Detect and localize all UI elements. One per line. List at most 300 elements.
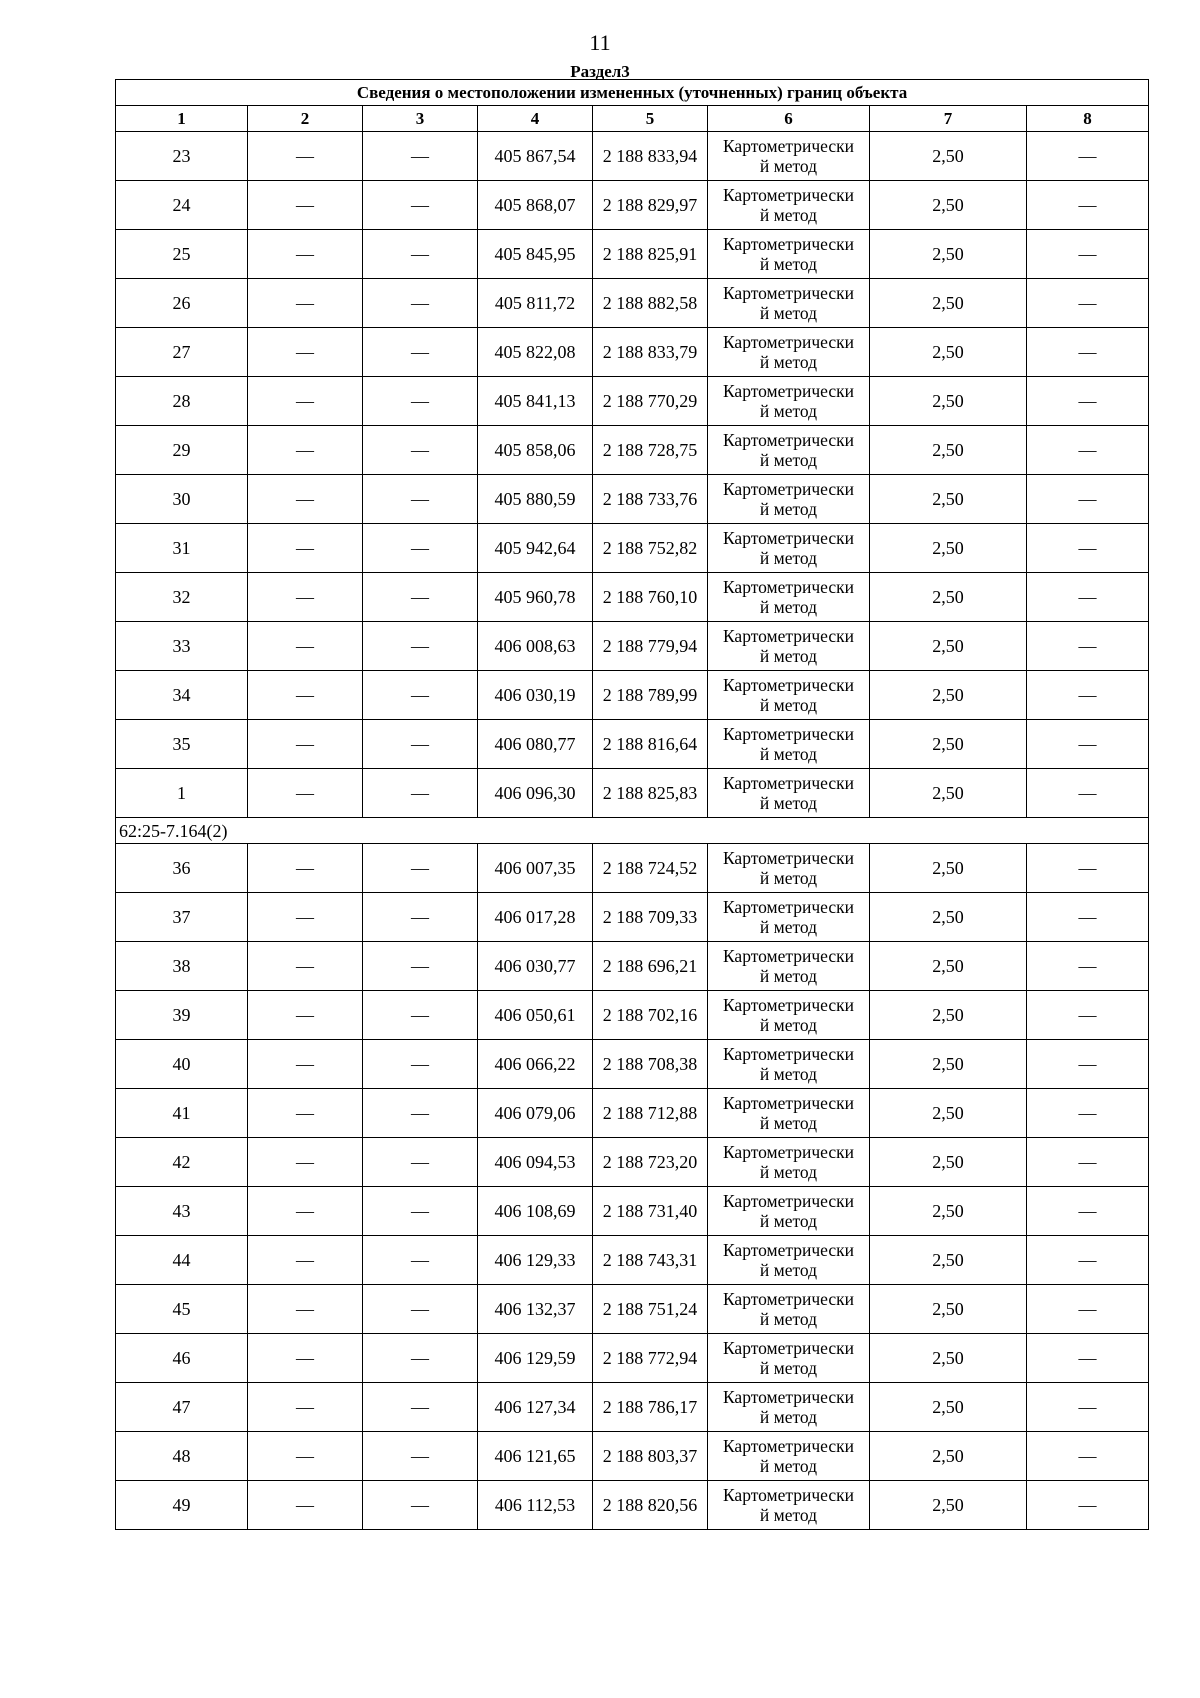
col2-value: — (248, 279, 363, 328)
accuracy-value: 2,50 (870, 991, 1027, 1040)
method-cell (708, 1383, 870, 1432)
method-cell (708, 132, 870, 181)
section-title: Раздел3 (570, 62, 630, 81)
x-coordinate: 406 121,65 (478, 1432, 593, 1481)
table-row (116, 181, 1149, 230)
x-coordinate: 406 108,69 (478, 1187, 593, 1236)
table-row (116, 720, 1149, 769)
table-row (116, 1187, 1149, 1236)
col2-value: — (248, 475, 363, 524)
y-coordinate: 2 188 760,10 (593, 573, 708, 622)
method-text-line: Картометрически (722, 430, 855, 450)
point-number: 26 (116, 279, 248, 328)
method-cell (708, 991, 870, 1040)
point-number: 28 (116, 377, 248, 426)
col8-value: — (1027, 524, 1149, 573)
point-number: 47 (116, 1383, 248, 1432)
method-cell (708, 230, 870, 279)
x-coordinate: 406 008,63 (478, 622, 593, 671)
table-row (116, 132, 1149, 181)
accuracy-value: 2,50 (870, 426, 1027, 475)
method-cell (708, 720, 870, 769)
accuracy-value: 2,50 (870, 844, 1027, 893)
col8-value: — (1027, 279, 1149, 328)
method-text-line: Картометрически (722, 577, 855, 597)
col8-value: — (1027, 769, 1149, 818)
method-text-line: й метод (759, 597, 818, 617)
y-coordinate: 2 188 751,24 (593, 1285, 708, 1334)
col2-value: — (248, 1187, 363, 1236)
col8-value: — (1027, 942, 1149, 991)
point-number: 34 (116, 671, 248, 720)
col8-value: — (1027, 328, 1149, 377)
col8-value: — (1027, 1089, 1149, 1138)
x-coordinate: 405 841,13 (478, 377, 593, 426)
col8-value: — (1027, 1138, 1149, 1187)
col8-value: — (1027, 377, 1149, 426)
y-coordinate: 2 188 772,94 (593, 1334, 708, 1383)
method-cell (708, 279, 870, 328)
point-number: 30 (116, 475, 248, 524)
col8-value: — (1027, 573, 1149, 622)
y-coordinate: 2 188 724,52 (593, 844, 708, 893)
col8-value: — (1027, 230, 1149, 279)
x-coordinate: 405 960,78 (478, 573, 593, 622)
col8-value: — (1027, 426, 1149, 475)
col3-value: — (363, 328, 478, 377)
table-row (116, 328, 1149, 377)
point-number: 41 (116, 1089, 248, 1138)
method-text-line: й метод (759, 868, 818, 888)
y-coordinate: 2 188 708,38 (593, 1040, 708, 1089)
col8-value: — (1027, 1481, 1149, 1530)
accuracy-value: 2,50 (870, 524, 1027, 573)
method-text-line: Картометрически (722, 332, 855, 352)
col2-value: — (248, 1334, 363, 1383)
method-text-line: Картометрически (722, 185, 855, 205)
point-number: 42 (116, 1138, 248, 1187)
y-coordinate: 2 188 833,94 (593, 132, 708, 181)
method-text-line: й метод (759, 499, 818, 519)
table-row (116, 942, 1149, 991)
point-number: 49 (116, 1481, 248, 1530)
method-cell (708, 671, 870, 720)
method-cell (708, 573, 870, 622)
point-number: 37 (116, 893, 248, 942)
accuracy-value: 2,50 (870, 1187, 1027, 1236)
y-coordinate: 2 188 723,20 (593, 1138, 708, 1187)
table-row (116, 622, 1149, 671)
method-cell (708, 181, 870, 230)
x-coordinate: 406 066,22 (478, 1040, 593, 1089)
col3-value: — (363, 1187, 478, 1236)
point-number: 24 (116, 181, 248, 230)
col3-value: — (363, 426, 478, 475)
col8-value: — (1027, 991, 1149, 1040)
method-text-line: Картометрически (722, 848, 855, 868)
method-cell (708, 844, 870, 893)
y-coordinate: 2 188 702,16 (593, 991, 708, 1040)
method-text-line: Картометрически (722, 479, 855, 499)
table-row (116, 844, 1149, 893)
col8-value: — (1027, 132, 1149, 181)
method-cell (708, 1481, 870, 1530)
method-text-line: й метод (759, 1260, 818, 1280)
table-row (116, 1481, 1149, 1530)
column-number-row (116, 106, 1149, 132)
col2-value: — (248, 132, 363, 181)
accuracy-value: 2,50 (870, 1481, 1027, 1530)
table-row (116, 426, 1149, 475)
method-cell (708, 1432, 870, 1481)
x-coordinate: 405 867,54 (478, 132, 593, 181)
x-coordinate: 406 096,30 (478, 769, 593, 818)
col8-value: — (1027, 1187, 1149, 1236)
col3-value: — (363, 1089, 478, 1138)
page-number: 11 (589, 30, 611, 55)
x-coordinate: 406 129,33 (478, 1236, 593, 1285)
col2-value: — (248, 893, 363, 942)
method-text-line: Картометрически (722, 136, 855, 156)
method-cell (708, 1138, 870, 1187)
method-text-line: й метод (759, 1358, 818, 1378)
x-coordinate: 405 868,07 (478, 181, 593, 230)
point-number: 48 (116, 1432, 248, 1481)
col3-value: — (363, 1285, 478, 1334)
method-text-line: Картометрически (722, 1142, 855, 1162)
table-row (116, 1089, 1149, 1138)
col3-value: — (363, 769, 478, 818)
x-coordinate: 406 017,28 (478, 893, 593, 942)
col3-value: — (363, 671, 478, 720)
method-text-line: Картометрически (722, 1044, 855, 1064)
y-coordinate: 2 188 770,29 (593, 377, 708, 426)
col3-value: — (363, 720, 478, 769)
col2-value: — (248, 1138, 363, 1187)
method-text-line: й метод (759, 205, 818, 225)
col2-value: — (248, 671, 363, 720)
col8-value: — (1027, 1432, 1149, 1481)
col3-value: — (363, 991, 478, 1040)
col3-value: — (363, 1138, 478, 1187)
accuracy-value: 2,50 (870, 1334, 1027, 1383)
method-text-line: й метод (759, 156, 818, 176)
table-row (116, 991, 1149, 1040)
table-row (116, 1432, 1149, 1481)
accuracy-value: 2,50 (870, 230, 1027, 279)
column-number: 7 (870, 106, 1027, 132)
method-cell (708, 1089, 870, 1138)
column-number: 6 (708, 106, 870, 132)
col2-value: — (248, 1040, 363, 1089)
y-coordinate: 2 188 825,83 (593, 769, 708, 818)
y-coordinate: 2 188 882,58 (593, 279, 708, 328)
method-text-line: Картометрически (722, 1485, 855, 1505)
point-number: 39 (116, 991, 248, 1040)
method-cell (708, 524, 870, 573)
x-coordinate: 406 030,19 (478, 671, 593, 720)
method-text-line: й метод (759, 793, 818, 813)
table-row (116, 1138, 1149, 1187)
point-number: 1 (116, 769, 248, 818)
y-coordinate: 2 188 829,97 (593, 181, 708, 230)
col2-value: — (248, 1383, 363, 1432)
y-coordinate: 2 188 825,91 (593, 230, 708, 279)
point-number: 38 (116, 942, 248, 991)
method-text-line: Картометрически (722, 234, 855, 254)
method-text-line: й метод (759, 1113, 818, 1133)
table-row (116, 769, 1149, 818)
table-row (116, 573, 1149, 622)
col2-value: — (248, 991, 363, 1040)
col2-value: — (248, 844, 363, 893)
col8-value: — (1027, 475, 1149, 524)
method-text-line: Картометрически (722, 1240, 855, 1260)
method-text-line: й метод (759, 646, 818, 666)
column-number: 2 (248, 106, 363, 132)
method-text-line: й метод (759, 303, 818, 323)
y-coordinate: 2 188 731,40 (593, 1187, 708, 1236)
y-coordinate: 2 188 728,75 (593, 426, 708, 475)
accuracy-value: 2,50 (870, 622, 1027, 671)
point-number: 32 (116, 573, 248, 622)
x-coordinate: 406 007,35 (478, 844, 593, 893)
accuracy-value: 2,50 (870, 1040, 1027, 1089)
col8-value: — (1027, 720, 1149, 769)
method-text-line: Картометрически (722, 1387, 855, 1407)
accuracy-value: 2,50 (870, 720, 1027, 769)
method-text-line: й метод (759, 352, 818, 372)
col3-value: — (363, 622, 478, 671)
col2-value: — (248, 1236, 363, 1285)
y-coordinate: 2 188 833,79 (593, 328, 708, 377)
y-coordinate: 2 188 743,31 (593, 1236, 708, 1285)
col8-value: — (1027, 181, 1149, 230)
method-text-line: Картометрически (722, 1338, 855, 1358)
accuracy-value: 2,50 (870, 1432, 1027, 1481)
col3-value: — (363, 1236, 478, 1285)
col3-value: — (363, 475, 478, 524)
x-coordinate: 406 050,61 (478, 991, 593, 1040)
y-coordinate: 2 188 733,76 (593, 475, 708, 524)
method-cell (708, 1334, 870, 1383)
y-coordinate: 2 188 709,33 (593, 893, 708, 942)
table-row (116, 893, 1149, 942)
point-number: 46 (116, 1334, 248, 1383)
accuracy-value: 2,50 (870, 893, 1027, 942)
method-text-line: й метод (759, 1015, 818, 1035)
point-number: 27 (116, 328, 248, 377)
y-coordinate: 2 188 786,17 (593, 1383, 708, 1432)
point-number: 36 (116, 844, 248, 893)
y-coordinate: 2 188 712,88 (593, 1089, 708, 1138)
method-text-line: й метод (759, 401, 818, 421)
method-text-line: Картометрически (722, 1289, 855, 1309)
col8-value: — (1027, 1383, 1149, 1432)
y-coordinate: 2 188 803,37 (593, 1432, 708, 1481)
point-number: 35 (116, 720, 248, 769)
method-text-line: Картометрически (722, 897, 855, 917)
method-text-line: Картометрически (722, 724, 855, 744)
accuracy-value: 2,50 (870, 1383, 1027, 1432)
method-cell (708, 475, 870, 524)
table-row (116, 1334, 1149, 1383)
method-text-line: й метод (759, 966, 818, 986)
point-number: 43 (116, 1187, 248, 1236)
method-text-line: Картометрически (722, 626, 855, 646)
col2-value: — (248, 426, 363, 475)
method-text-line: Картометрически (722, 1436, 855, 1456)
col3-value: — (363, 1432, 478, 1481)
method-cell (708, 377, 870, 426)
y-coordinate: 2 188 789,99 (593, 671, 708, 720)
col8-value: — (1027, 622, 1149, 671)
col2-value: — (248, 942, 363, 991)
method-text-line: й метод (759, 1456, 818, 1476)
x-coordinate: 406 129,59 (478, 1334, 593, 1383)
method-text-line: Картометрически (722, 773, 855, 793)
x-coordinate: 406 030,77 (478, 942, 593, 991)
x-coordinate: 405 942,64 (478, 524, 593, 573)
col2-value: — (248, 328, 363, 377)
col2-value: — (248, 230, 363, 279)
y-coordinate: 2 188 752,82 (593, 524, 708, 573)
method-text-line: й метод (759, 1505, 818, 1525)
col2-value: — (248, 1481, 363, 1530)
point-number: 33 (116, 622, 248, 671)
accuracy-value: 2,50 (870, 573, 1027, 622)
accuracy-value: 2,50 (870, 1236, 1027, 1285)
method-cell (708, 426, 870, 475)
y-coordinate: 2 188 696,21 (593, 942, 708, 991)
col2-value: — (248, 377, 363, 426)
accuracy-value: 2,50 (870, 328, 1027, 377)
col3-value: — (363, 230, 478, 279)
x-coordinate: 406 094,53 (478, 1138, 593, 1187)
method-cell (708, 1236, 870, 1285)
method-cell (708, 942, 870, 991)
method-cell (708, 1187, 870, 1236)
method-text-line: й метод (759, 1211, 818, 1231)
col3-value: — (363, 132, 478, 181)
method-text-line: й метод (759, 1309, 818, 1329)
method-text-line: й метод (759, 695, 818, 715)
table-row (116, 1285, 1149, 1334)
method-text-line: Картометрически (722, 528, 855, 548)
table-row (116, 1040, 1149, 1089)
col3-value: — (363, 1040, 478, 1089)
accuracy-value: 2,50 (870, 942, 1027, 991)
table-row (116, 475, 1149, 524)
column-number: 4 (478, 106, 593, 132)
method-text-line: Картометрически (722, 1191, 855, 1211)
method-text-line: Картометрически (722, 283, 855, 303)
col3-value: — (363, 1334, 478, 1383)
col3-value: — (363, 279, 478, 328)
col3-value: — (363, 181, 478, 230)
col8-value: — (1027, 671, 1149, 720)
col2-value: — (248, 720, 363, 769)
boundary-points-table (115, 79, 1149, 1530)
col8-value: — (1027, 844, 1149, 893)
method-cell (708, 769, 870, 818)
accuracy-value: 2,50 (870, 1285, 1027, 1334)
col3-value: — (363, 573, 478, 622)
subheading-row (116, 818, 1149, 844)
point-number: 25 (116, 230, 248, 279)
x-coordinate: 405 858,06 (478, 426, 593, 475)
x-coordinate: 405 822,08 (478, 328, 593, 377)
accuracy-value: 2,50 (870, 671, 1027, 720)
x-coordinate: 406 127,34 (478, 1383, 593, 1432)
accuracy-value: 2,50 (870, 279, 1027, 328)
col8-value: — (1027, 1285, 1149, 1334)
point-number: 29 (116, 426, 248, 475)
table-caption: Сведения о местоположении измененных (уточненных) границ объекта (116, 80, 1149, 106)
col3-value: — (363, 377, 478, 426)
column-number: 8 (1027, 106, 1149, 132)
x-coordinate: 406 079,06 (478, 1089, 593, 1138)
accuracy-value: 2,50 (870, 1089, 1027, 1138)
table-row (116, 279, 1149, 328)
x-coordinate: 406 080,77 (478, 720, 593, 769)
col8-value: — (1027, 893, 1149, 942)
col3-value: — (363, 893, 478, 942)
table-row (116, 524, 1149, 573)
x-coordinate: 405 811,72 (478, 279, 593, 328)
col3-value: — (363, 1481, 478, 1530)
method-text-line: й метод (759, 254, 818, 274)
x-coordinate: 406 112,53 (478, 1481, 593, 1530)
method-text-line: Картометрически (722, 1093, 855, 1113)
accuracy-value: 2,50 (870, 132, 1027, 181)
col2-value: — (248, 573, 363, 622)
x-coordinate: 406 132,37 (478, 1285, 593, 1334)
table-row (116, 377, 1149, 426)
col3-value: — (363, 1383, 478, 1432)
col2-value: — (248, 1432, 363, 1481)
accuracy-value: 2,50 (870, 181, 1027, 230)
col8-value: — (1027, 1334, 1149, 1383)
method-text-line: Картометрически (722, 675, 855, 695)
x-coordinate: 405 880,59 (478, 475, 593, 524)
point-number: 45 (116, 1285, 248, 1334)
method-text-line: й метод (759, 1064, 818, 1084)
x-coordinate: 405 845,95 (478, 230, 593, 279)
col8-value: — (1027, 1040, 1149, 1089)
col3-value: — (363, 524, 478, 573)
method-cell (708, 893, 870, 942)
col3-value: — (363, 942, 478, 991)
col8-value: — (1027, 1236, 1149, 1285)
method-text-line: й метод (759, 917, 818, 937)
point-number: 44 (116, 1236, 248, 1285)
table-row (116, 1236, 1149, 1285)
col3-value: — (363, 844, 478, 893)
parcel-subheading: 62:25-7.164(2) (116, 818, 1149, 844)
method-text-line: й метод (759, 744, 818, 764)
col2-value: — (248, 769, 363, 818)
table-row (116, 230, 1149, 279)
accuracy-value: 2,50 (870, 1138, 1027, 1187)
col2-value: — (248, 1089, 363, 1138)
method-cell (708, 1040, 870, 1089)
column-number: 1 (116, 106, 248, 132)
table-row (116, 1383, 1149, 1432)
method-text-line: Картометрически (722, 381, 855, 401)
method-text-line: й метод (759, 1162, 818, 1182)
method-text-line: й метод (759, 450, 818, 470)
